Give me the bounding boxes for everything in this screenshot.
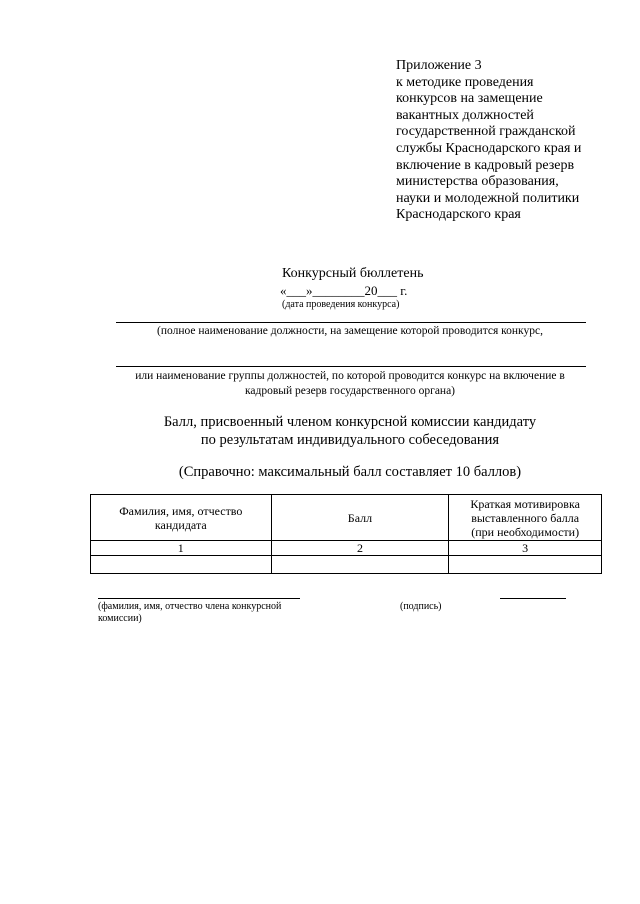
position-underline-1	[116, 322, 586, 323]
table-row	[91, 556, 602, 574]
appendix-line: к методике проведения	[396, 74, 534, 90]
member-name-hint-line-2: комиссии)	[98, 613, 142, 624]
header-reason-line-1: Краткая мотивировка	[470, 496, 580, 511]
score-heading	[90, 413, 610, 449]
header-score-text: Балл	[347, 510, 373, 525]
column-number-3: 3	[449, 541, 602, 556]
bulletin-title	[282, 266, 423, 282]
appendix-line: Краснодарского края	[396, 207, 521, 223]
position-hint-1-text: (полное наименование должности, на замещение которой проводится конкурс,	[157, 325, 543, 337]
table-number-row	[91, 541, 602, 556]
score-note	[90, 463, 610, 481]
bulletin-title-text: Конкурсный бюллетень	[282, 266, 424, 281]
column-number-2: 2	[271, 541, 449, 556]
table-header-row	[91, 495, 602, 541]
appendix-line: науки и молодежной политики	[396, 190, 580, 206]
bulletin-date-line: «___»________20___ г.	[280, 283, 408, 298]
header-reason-line-2: выставленного балла	[471, 510, 580, 525]
appendix-line: министерства образования,	[396, 174, 559, 190]
signature-hint: (подпись)	[400, 601, 442, 612]
cell-name[interactable]	[91, 556, 272, 574]
cell-reason[interactable]	[449, 556, 602, 574]
position-hint-1	[90, 325, 610, 337]
header-score	[271, 495, 449, 541]
appendix-line: государственной гражданской	[396, 124, 576, 140]
bulletin-date-hint: (дата проведения конкурса)	[282, 299, 400, 310]
appendix-line: конкурсов на замещение	[396, 91, 543, 107]
score-heading-line-2: по результатам индивидуального собеседования	[200, 432, 500, 448]
member-name-hint-line-1: (фамилия, имя, отчество члена конкурсной	[98, 601, 282, 612]
member-name-line	[98, 598, 300, 599]
position-hint-2-text: или наименование группы должностей, по которой проводится конкурс на включение в	[135, 370, 565, 382]
position-underline-2	[116, 366, 586, 367]
score-note-text: (Справочно: максимальный балл составляет 10 баллов)	[178, 464, 522, 480]
header-name	[91, 495, 272, 541]
member-name-hint	[98, 601, 281, 625]
position-hint-2	[90, 369, 610, 399]
column-number-1: 1	[91, 541, 272, 556]
position-hint-3-text: кадровый резерв государственного органа)	[244, 385, 456, 397]
header-reason-line-3: (при необходимости)	[471, 524, 580, 539]
appendix-line: вакантных должностей	[396, 107, 534, 123]
appendix-line: службы Краснодарского края и	[396, 140, 582, 156]
appendix-line: Приложение 3	[396, 58, 482, 73]
score-table	[90, 494, 602, 574]
signature-line	[500, 598, 566, 599]
cell-score[interactable]	[271, 556, 449, 574]
appendix-block	[396, 58, 628, 224]
header-name-line-2: кандидата	[154, 517, 207, 532]
score-heading-line-1: Балл, присвоенный членом конкурсной комиссии кандидату	[163, 414, 537, 430]
appendix-line: включение в кадровый резерв	[396, 157, 575, 173]
header-name-line-1: Фамилия, имя, отчество	[119, 503, 243, 518]
header-reason	[449, 495, 602, 541]
